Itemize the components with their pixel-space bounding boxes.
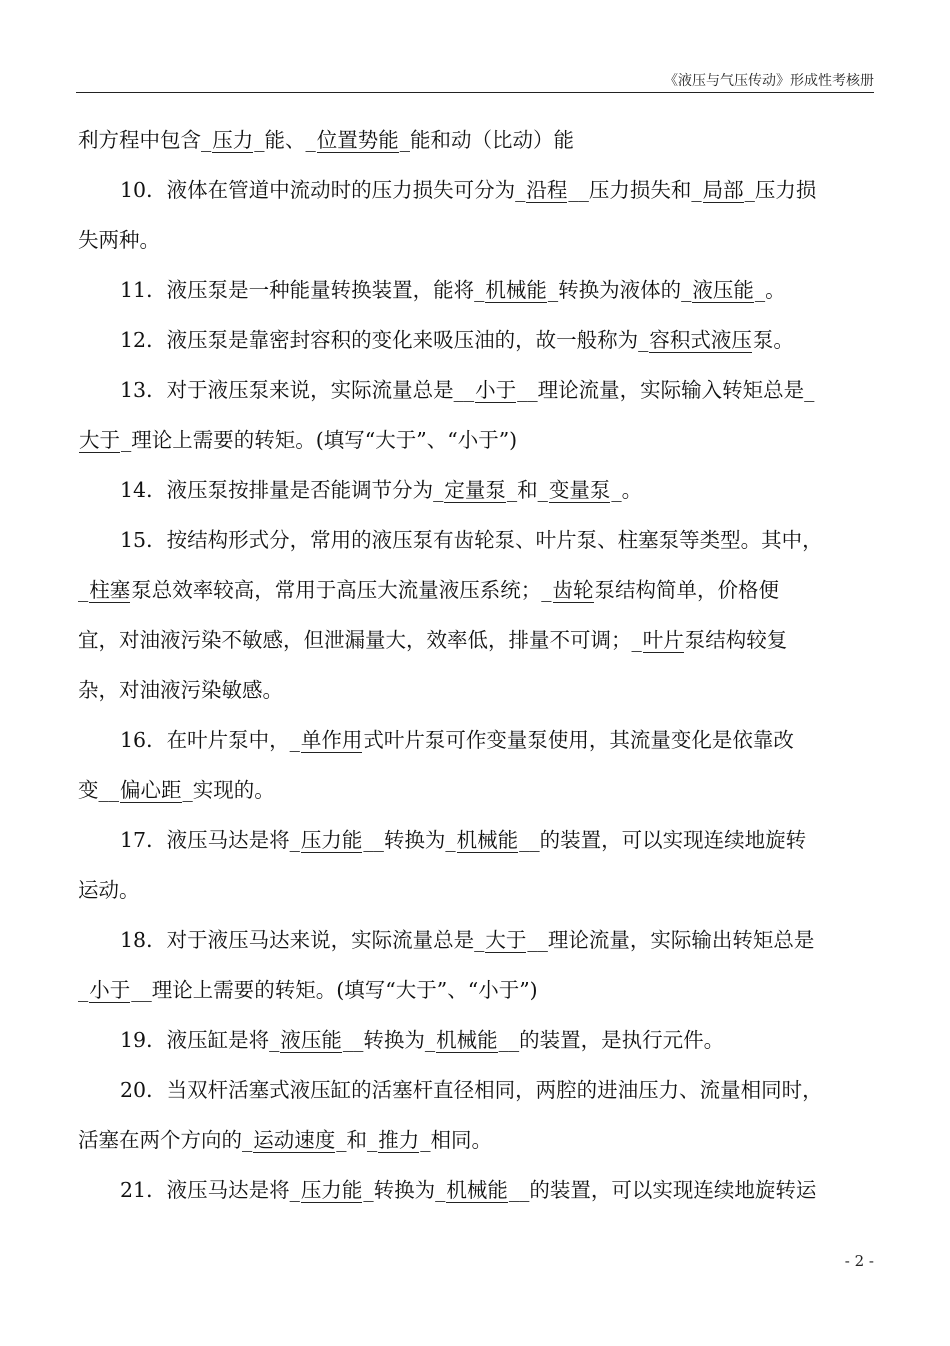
text-segment: __压力损失和_: [568, 178, 702, 202]
text-line: [78, 715, 876, 765]
text-line: [78, 565, 876, 615]
text-segment: 16．在叶片泵中，_: [120, 728, 300, 752]
fill-in-answer: 机械能: [456, 828, 519, 852]
text-segment: _相同。: [420, 1128, 492, 1152]
text-segment: __理论上需要的转矩。(填写“大于”、“小于”): [131, 978, 538, 1002]
fill-in-answer: 局部: [702, 178, 744, 202]
text-segment: 15．按结构形式分，常用的液压泵有齿轮泵、叶片泵、柱塞泵等类型。其中，: [120, 528, 823, 552]
text-line: [78, 1115, 876, 1165]
text-segment: 泵总效率较高，常用于高压大流量液压系统；_: [131, 578, 552, 602]
text-segment: _实现的。: [182, 778, 275, 802]
text-segment: 12．液压泵是靠密封容积的变化来吸压油的，故一般称为_: [120, 328, 649, 352]
fill-in-answer: 压力: [212, 128, 254, 152]
text-line: [78, 415, 876, 465]
text-segment: __理论流量，实际输入转矩总是_: [517, 378, 815, 402]
fill-in-answer: 变量泵: [548, 478, 611, 502]
fill-in-answer: 液压能: [280, 1028, 342, 1052]
text-segment: 杂，对油液污染敏感。: [78, 678, 283, 702]
fill-in-answer: 位置势能: [316, 128, 399, 152]
text-line: [78, 115, 876, 165]
fill-in-answer: 机械能: [485, 278, 547, 302]
text-segment: _和_: [506, 478, 548, 502]
fill-in-answer: 压力能: [300, 1178, 363, 1202]
text-line: [78, 215, 876, 265]
text-segment: 利方程中包含_: [78, 128, 212, 152]
text-line: [78, 1015, 876, 1065]
text-line: [78, 965, 876, 1015]
fill-in-answer: 齿轮: [552, 578, 594, 602]
text-line: [78, 1065, 876, 1115]
header-title: 《液压与气压传动》形成性考核册: [664, 73, 874, 89]
text-segment: 14．液压泵按排量是否能调节分为_: [120, 478, 444, 502]
text-segment: 式叶片泵可作变量泵使用，其流量变化是依靠改: [363, 728, 794, 752]
text-segment: 运动。: [78, 878, 140, 902]
text-line: [78, 265, 876, 315]
text-segment: 17．液压马达是将_: [120, 828, 300, 852]
fill-in-answer: 柱塞: [89, 578, 131, 602]
text-line: [78, 515, 876, 565]
text-segment: 13．对于液压泵来说，实际流量总是__: [120, 378, 475, 402]
page-header: [76, 70, 874, 93]
text-segment: 泵结构简单，价格便: [594, 578, 779, 602]
text-line: [78, 915, 876, 965]
text-segment: __的装置，可以实现连续地旋转: [519, 828, 807, 852]
text-segment: 变__: [78, 778, 119, 802]
text-segment: __转换为_: [363, 828, 456, 852]
fill-in-answer: 压力能: [300, 828, 363, 852]
fill-in-answer: 机械能: [446, 1178, 508, 1202]
text-segment: __的装置，是执行元件。: [498, 1028, 725, 1052]
text-segment: __转换为_: [342, 1028, 436, 1052]
text-line: [78, 615, 876, 665]
text-line: [78, 165, 876, 215]
text-segment: _能、_: [254, 128, 316, 152]
text-segment: 10．液体在管道中流动时的压力损失可分为_: [120, 178, 526, 202]
text-segment: 失两种。: [78, 228, 160, 252]
text-line: [78, 665, 876, 715]
text-segment: _。: [611, 478, 643, 502]
fill-in-answer: 大于: [485, 928, 527, 952]
text-segment: _压力损: [744, 178, 817, 202]
fill-in-answer: 运动速度: [253, 1128, 336, 1152]
fill-in-answer: 单作用: [300, 728, 363, 752]
text-line: [78, 865, 876, 915]
fill-in-answer: 叶片: [642, 628, 684, 652]
text-segment: _: [78, 578, 89, 602]
text-line: [78, 765, 876, 815]
text-segment: _转换为_: [363, 1178, 446, 1202]
text-segment: _。: [754, 278, 786, 302]
text-segment: 泵。: [752, 328, 794, 352]
fill-in-answer: 容积式液压: [649, 328, 752, 352]
fill-in-answer: 大于: [79, 428, 120, 452]
fill-in-answer: 偏心距: [120, 778, 182, 802]
fill-in-answer: 沿程: [526, 178, 568, 202]
text-segment: 18．对于液压马达来说，实际流量总是_: [120, 928, 485, 952]
text-segment: 宜，对油液污染不敏感，但泄漏量大，效率低，排量不可调；_: [78, 628, 642, 652]
text-segment: 活塞在两个方向的_: [78, 1128, 253, 1152]
text-segment: _和_: [336, 1128, 378, 1152]
text-segment: __的装置，可以实现连续地旋转运: [508, 1178, 817, 1202]
text-line: [78, 365, 876, 415]
text-segment: 21．液压马达是将_: [120, 1178, 300, 1202]
page-number: - 2 -: [844, 1252, 874, 1270]
text-segment: _能和动（比动）能: [399, 128, 574, 152]
text-segment: _转换为液体的_: [547, 278, 692, 302]
text-segment: _: [78, 978, 89, 1002]
fill-in-answer: 小于: [89, 978, 131, 1002]
fill-in-answer: 定量泵: [444, 478, 506, 502]
fill-in-answer: 推力: [378, 1128, 420, 1152]
text-line: [78, 465, 876, 515]
text-segment: 19．液压缸是将_: [120, 1028, 280, 1052]
text-segment: _理论上需要的转矩。(填写“大于”、“小于”): [121, 428, 518, 452]
text-line: [78, 315, 876, 365]
text-segment: 11．液压泵是一种能量转换装置，能将_: [120, 278, 485, 302]
text-segment: __理论流量，实际输出转矩总是: [527, 928, 815, 952]
document-body: [78, 115, 876, 1215]
text-segment: 泵结构较复: [684, 628, 788, 652]
fill-in-answer: 液压能: [692, 278, 754, 302]
text-line: [78, 815, 876, 865]
text-line: [78, 1165, 876, 1215]
text-segment: 20．当双杆活塞式液压缸的活塞杆直径相同，两腔的进油压力、流量相同时，: [120, 1078, 823, 1102]
fill-in-answer: 小于: [475, 378, 517, 402]
fill-in-answer: 机械能: [436, 1028, 498, 1052]
